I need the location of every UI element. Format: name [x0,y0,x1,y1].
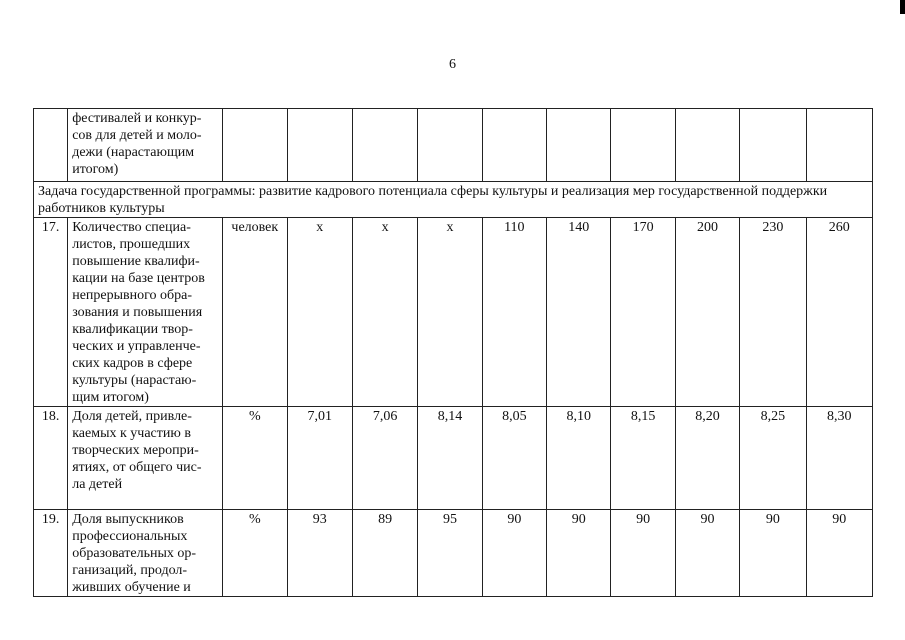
value-cell: x [287,218,352,407]
row-number: 19. [34,510,68,597]
value-cell [418,109,482,182]
task-row [34,182,873,218]
value-cell: 90 [547,510,611,597]
row-number: 18. [34,407,68,510]
value-cell [287,109,352,182]
indicator-name: Доля выпускников профессиональных образовательных ор- ганизаций, продол- живших обучение и [68,510,223,597]
value-cell: 90 [806,510,872,597]
indicator-name: Количество специа- листов, прошедших повышение квалифи- кации на базе центров непрерывного обра- зования и повышения квалификации твор- ческих и управленче- ских кадров в сфере культуры (нарастаю- щим итогом) [68,218,223,407]
value-cell: 93 [287,510,352,597]
value-cell: 8,25 [740,407,806,510]
unit-cell: % [223,407,287,510]
value-cell: x [418,218,482,407]
indicators-table [33,108,873,597]
scan-edge-mark [900,0,905,14]
page-number: 6 [449,57,456,72]
indicator-name: фестивалей и конкур- сов для детей и моло- дежи (нарастающим итогом) [68,109,223,182]
value-cell: 260 [806,218,872,407]
value-cell: 140 [547,218,611,407]
unit-cell [223,109,287,182]
value-cell: 200 [675,218,739,407]
value-cell: 8,14 [418,407,482,510]
value-cell [675,109,739,182]
value-cell: 90 [675,510,739,597]
value-cell: 90 [482,510,546,597]
value-cell [806,109,872,182]
value-cell [482,109,546,182]
value-cell: 90 [611,510,675,597]
value-cell [611,109,675,182]
value-cell: 8,10 [547,407,611,510]
value-cell: 230 [740,218,806,407]
table-row [34,510,873,597]
value-cell: 8,30 [806,407,872,510]
value-cell [352,109,417,182]
row-number [34,109,68,182]
table-row-continued [34,109,873,182]
row-number: 17. [34,218,68,407]
value-cell: 8,05 [482,407,546,510]
unit-cell: % [223,510,287,597]
value-cell: 7,06 [352,407,417,510]
value-cell: 170 [611,218,675,407]
value-cell: 89 [352,510,417,597]
value-cell: x [352,218,417,407]
value-cell [740,109,806,182]
indicator-name: Доля детей, привле- каемых к участию в творческих меропри- ятиях, от общего чис- ла детей [68,407,223,510]
value-cell: 90 [740,510,806,597]
value-cell: 95 [418,510,482,597]
table-row [34,407,873,510]
value-cell [547,109,611,182]
value-cell: 8,20 [675,407,739,510]
table-row [34,218,873,407]
value-cell: 7,01 [287,407,352,510]
value-cell: 8,15 [611,407,675,510]
task-heading: Задача государственной программы: развитие кадрового потенциала сферы культуры и реализация мер государственной поддержки работников культуры [34,182,873,218]
unit-cell: человек [223,218,287,407]
value-cell: 110 [482,218,546,407]
